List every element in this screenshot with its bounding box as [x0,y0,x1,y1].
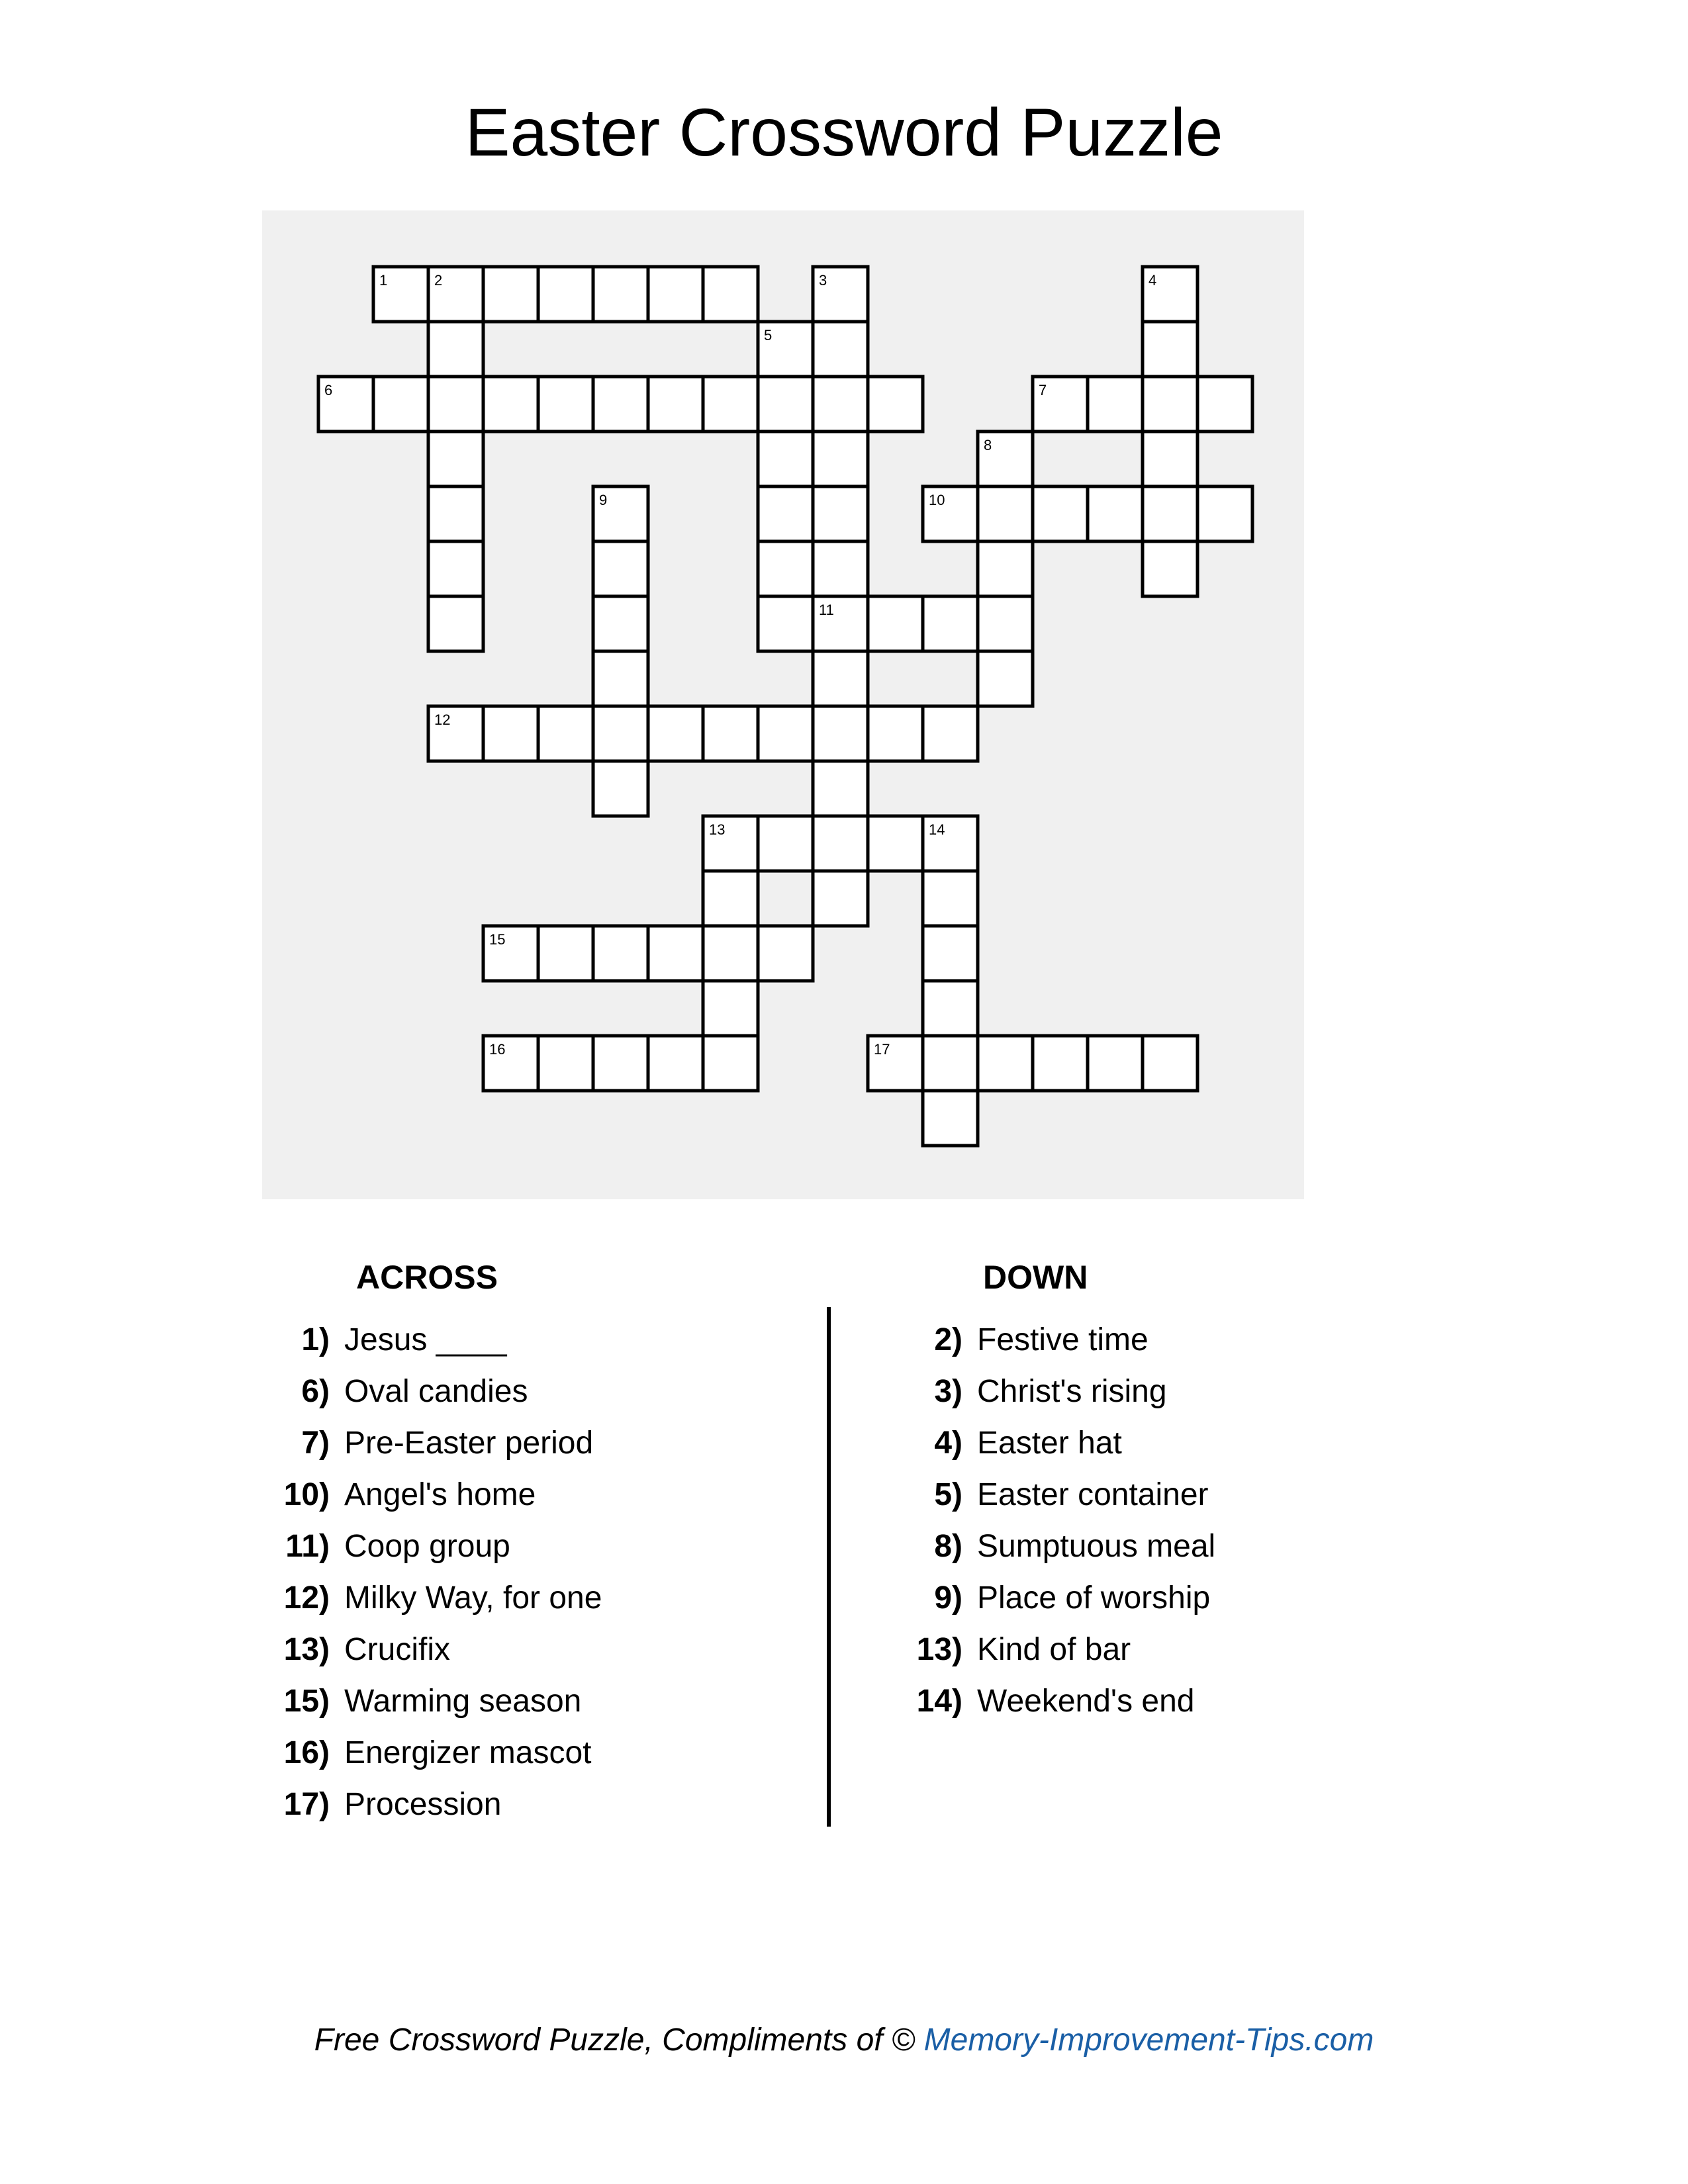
grid-cell[interactable] [978,651,1033,706]
cell-number: 15 [489,931,506,948]
clue-number: 5) [934,1477,962,1512]
grid-cell[interactable] [978,1036,1033,1091]
grid-cell[interactable] [978,486,1033,541]
grid-cell[interactable] [758,486,813,541]
grid-cell[interactable] [758,596,813,651]
cell-number: 8 [984,437,992,453]
grid-cell[interactable] [538,706,593,761]
clue-number: 3) [934,1373,962,1409]
grid-cell[interactable] [538,267,593,322]
grid-cell[interactable] [868,816,923,871]
clue-number: 14) [916,1683,962,1719]
grid-cell[interactable] [868,377,923,432]
clue-number: 13) [916,1631,962,1667]
clue-number: 4) [934,1425,962,1461]
down-clue [831,1675,1215,1727]
clue-text: Christ's rising [977,1373,1167,1409]
grid-cell[interactable] [1143,541,1197,596]
grid-cell[interactable] [703,706,758,761]
across-clue [199,1520,602,1572]
crossword-grid [262,210,1304,1199]
grid-cell[interactable] [648,1036,703,1091]
down-clue [831,1365,1215,1417]
cell-number: 3 [819,272,827,289]
grid-cell[interactable] [813,486,868,541]
down-clue [831,1572,1215,1623]
grid-cell[interactable] [593,1036,648,1091]
grid-cell[interactable] [593,651,648,706]
crossword-grid-panel [262,210,1304,1199]
cell-number: 1 [379,272,388,289]
down-clue-list [831,1314,1215,1727]
clue-number: 1) [301,1322,330,1357]
clue-number: 2) [934,1322,962,1357]
clue-text: Crucifix [344,1631,451,1667]
cell-number: 14 [929,821,945,838]
clue-text: Angel's home [344,1477,536,1512]
grid-cell[interactable] [593,596,648,651]
footer [0,2022,1688,2058]
grid-cell[interactable] [593,267,648,322]
grid-cell[interactable] [813,432,868,486]
clue-text: Place of worship [977,1580,1211,1615]
grid-cell[interactable] [703,871,758,926]
grid-cell[interactable] [813,541,868,596]
cell-number: 9 [599,492,608,508]
clue-number: 9) [934,1580,962,1615]
grid-cell[interactable] [593,926,648,981]
clue-text: Weekend's end [977,1683,1195,1719]
grid-cell[interactable] [1033,1036,1088,1091]
cell-number: 10 [929,492,945,508]
down-heading: DOWN [983,1259,1088,1296]
grid-cell[interactable] [483,267,538,322]
grid-cell[interactable] [868,596,923,651]
across-clue [199,1469,602,1520]
clue-number: 17) [283,1786,330,1822]
clue-text: Festive time [977,1322,1149,1357]
footer-text: Free Crossword Puzzle, Compliments of © [314,2023,924,2058]
grid-cell[interactable] [703,267,758,322]
grid-cell[interactable] [813,871,868,926]
grid-cell[interactable] [1197,486,1252,541]
down-clue [831,1520,1215,1572]
clue-text: Jesus ____ [344,1322,507,1357]
clue-number: 16) [283,1735,330,1770]
grid-cell[interactable] [923,981,978,1036]
grid-cell[interactable] [923,871,978,926]
across-clue [199,1778,602,1830]
down-clue [831,1314,1215,1365]
grid-cell[interactable] [648,267,703,322]
clue-number: 8) [934,1528,962,1564]
across-clue-list [199,1314,602,1830]
clue-text: Energizer mascot [344,1735,592,1770]
clue-text: Easter container [977,1477,1209,1512]
grid-cell[interactable] [758,926,813,981]
grid-cell[interactable] [813,651,868,706]
cell-number: 5 [764,327,773,343]
grid-cell[interactable] [593,541,648,596]
clue-number: 7) [301,1425,330,1461]
grid-cell[interactable] [428,432,483,486]
grid-cell[interactable] [483,377,538,432]
grid-cell[interactable] [813,377,868,432]
across-clue [199,1314,602,1365]
grid-cell[interactable] [483,706,538,761]
across-clue [199,1675,602,1727]
clue-text: Warming season [344,1683,582,1719]
clue-text: Easter hat [977,1425,1122,1461]
clue-number: 15) [283,1683,330,1719]
grid-cell[interactable] [978,596,1033,651]
grid-cell[interactable] [813,816,868,871]
across-clue [199,1572,602,1623]
clue-number: 13) [283,1631,330,1667]
grid-cell[interactable] [1197,377,1252,432]
grid-cell[interactable] [978,541,1033,596]
grid-cell[interactable] [648,377,703,432]
clue-number: 10) [283,1477,330,1512]
grid-cell[interactable] [428,486,483,541]
grid-cell[interactable] [538,377,593,432]
clue-text: Oval candies [344,1373,528,1409]
grid-cell[interactable] [923,1091,978,1146]
grid-cell[interactable] [758,432,813,486]
grid-cell[interactable] [1143,377,1197,432]
grid-cell[interactable] [813,761,868,816]
grid-cell[interactable] [538,926,593,981]
grid-cell[interactable] [703,926,758,981]
cell-number: 12 [434,711,451,728]
cell-number: 17 [874,1041,890,1058]
grid-cell[interactable] [1143,432,1197,486]
grid-cell[interactable] [1143,322,1197,377]
down-clue [831,1623,1215,1675]
grid-cell[interactable] [428,377,483,432]
grid-cell[interactable] [1088,486,1143,541]
across-clue [199,1623,602,1675]
grid-cell[interactable] [758,377,813,432]
grid-cell[interactable] [813,322,868,377]
grid-cell[interactable] [648,926,703,981]
grid-cell[interactable] [758,541,813,596]
grid-cell[interactable] [923,596,978,651]
across-heading: ACROSS [356,1259,498,1296]
grid-cell[interactable] [813,706,868,761]
clue-number: 11) [285,1528,330,1564]
cell-number: 4 [1149,272,1157,289]
down-clue [831,1417,1215,1469]
clue-number: 6) [301,1373,330,1409]
grid-cell[interactable] [758,706,813,761]
grid-cell[interactable] [538,1036,593,1091]
clue-text: Milky Way, for one [344,1580,602,1615]
down-clue [831,1469,1215,1520]
grid-cell[interactable] [703,981,758,1036]
clue-number: 12) [283,1580,330,1615]
clue-text: Coop group [344,1528,510,1564]
grid-cell[interactable] [703,377,758,432]
grid-cell[interactable] [593,377,648,432]
grid-cell[interactable] [1143,486,1197,541]
grid-cell[interactable] [1088,377,1143,432]
page-title: Easter Crossword Puzzle [465,95,1223,170]
grid-cell[interactable] [923,1036,978,1091]
clue-text: Sumptuous meal [977,1528,1216,1564]
grid-cell[interactable] [868,706,923,761]
grid-cell[interactable] [1088,1036,1143,1091]
cell-number: 11 [819,602,834,618]
clue-text: Pre-Easter period [344,1425,594,1461]
grid-cell[interactable] [593,761,648,816]
grid-cell[interactable] [593,706,648,761]
clue-text: Kind of bar [977,1631,1131,1667]
across-clue [199,1727,602,1778]
grid-cell[interactable] [923,926,978,981]
grid-cell[interactable] [1143,1036,1197,1091]
footer-link[interactable]: Memory-Improvement-Tips.com [923,2023,1374,2058]
clue-text: Procession [344,1786,502,1822]
grid-cell[interactable] [428,596,483,651]
grid-cell[interactable] [703,1036,758,1091]
grid-cell[interactable] [428,541,483,596]
grid-cell[interactable] [758,816,813,871]
across-clue [199,1365,602,1417]
cell-number: 16 [489,1041,506,1058]
grid-cell[interactable] [648,706,703,761]
cell-number: 13 [709,821,726,838]
grid-cell[interactable] [923,706,978,761]
grid-cell[interactable] [373,377,428,432]
cell-number: 7 [1039,382,1047,398]
cell-number: 2 [434,272,443,289]
across-clue [199,1417,602,1469]
column-divider [827,1307,831,1827]
cell-number: 6 [324,382,333,398]
grid-cell[interactable] [428,322,483,377]
grid-cell[interactable] [1033,486,1088,541]
